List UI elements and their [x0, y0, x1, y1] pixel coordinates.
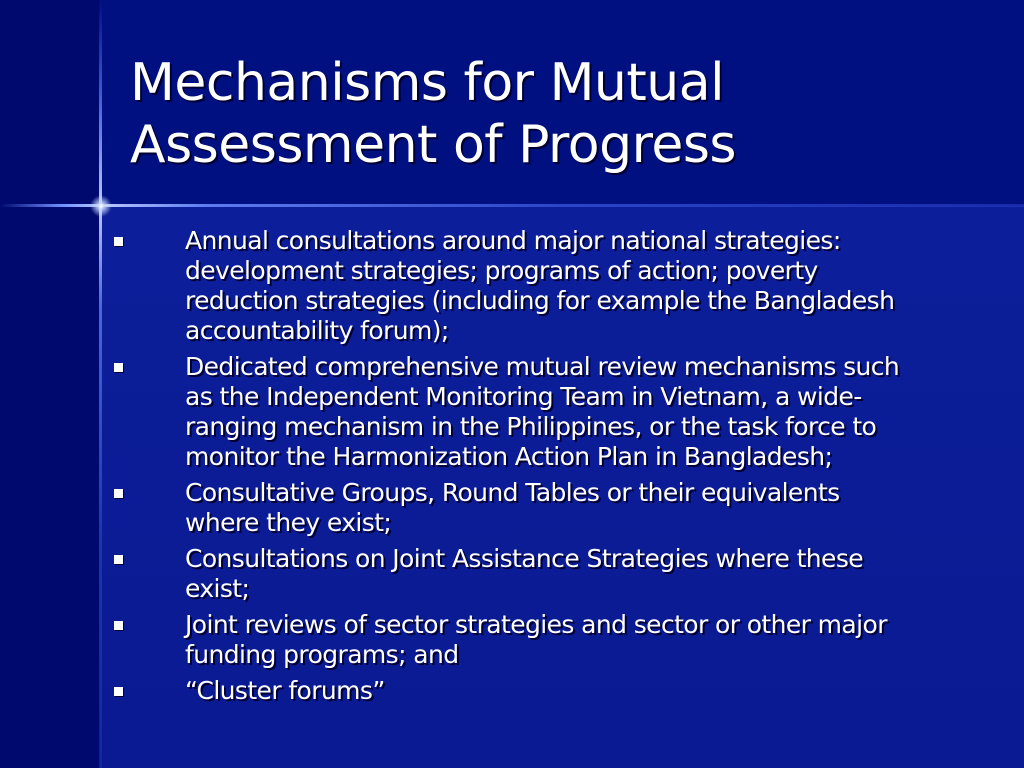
- square-bullet-icon: [114, 489, 123, 498]
- bullet-item: [110, 226, 1010, 346]
- bullet-text: [185, 352, 1010, 472]
- bullet-line: development strategies; programs of action; poverty: [185, 256, 818, 285]
- bullet-item: [110, 478, 1010, 538]
- bullet-text: [185, 226, 1010, 346]
- bullet-item: [110, 352, 1010, 472]
- bullet-line: Joint reviews of sector strategies and sector or other major: [185, 610, 887, 639]
- square-bullet-icon: [114, 237, 123, 246]
- bullet-text: [185, 610, 1010, 670]
- bullet-line: where they exist;: [185, 508, 392, 537]
- bullet-line: Annual consultations around major national strategies:: [185, 226, 841, 255]
- bullet-line: Consultative Groups, Round Tables or their equivalents: [185, 478, 840, 507]
- slide-title-line: Assessment of Progress: [130, 115, 737, 175]
- bullet-line: ranging mechanism in the Philippines, or the task force to: [185, 412, 877, 441]
- bullet-line: monitor the Harmonization Action Plan in Bangladesh;: [185, 442, 833, 471]
- bullet-text: [185, 544, 1010, 604]
- vertical-divider: [99, 0, 102, 768]
- bullet-line: reduction strategies (including for example the Bangladesh: [185, 286, 895, 315]
- bullet-line: Consultations on Joint Assistance Strategies where these: [185, 544, 864, 573]
- slide-title-line: Mechanisms for Mutual: [130, 53, 725, 113]
- bullet-line: Dedicated comprehensive mutual review mechanisms such: [185, 352, 900, 381]
- bullet-text: [185, 478, 1010, 538]
- bullet-text: [185, 676, 1010, 706]
- slide-title: [130, 52, 1010, 176]
- square-bullet-icon: [114, 687, 123, 696]
- bullet-line: funding programs; and: [185, 640, 459, 669]
- square-bullet-icon: [114, 555, 123, 564]
- bullet-line: accountability forum);: [185, 316, 449, 345]
- square-bullet-icon: [114, 363, 123, 372]
- bullet-line: “Cluster forums”: [185, 676, 385, 705]
- sparkle-icon: [90, 195, 112, 217]
- horizontal-divider: [0, 204, 1024, 207]
- bullet-item: [110, 610, 1010, 670]
- bullet-list: [110, 226, 1010, 712]
- bullet-line: exist;: [185, 574, 250, 603]
- bullet-item: [110, 676, 1010, 706]
- left-band: [0, 0, 100, 768]
- square-bullet-icon: [114, 621, 123, 630]
- bullet-item: [110, 544, 1010, 604]
- bullet-line: as the Independent Monitoring Team in Vietnam, a wide-: [185, 382, 862, 411]
